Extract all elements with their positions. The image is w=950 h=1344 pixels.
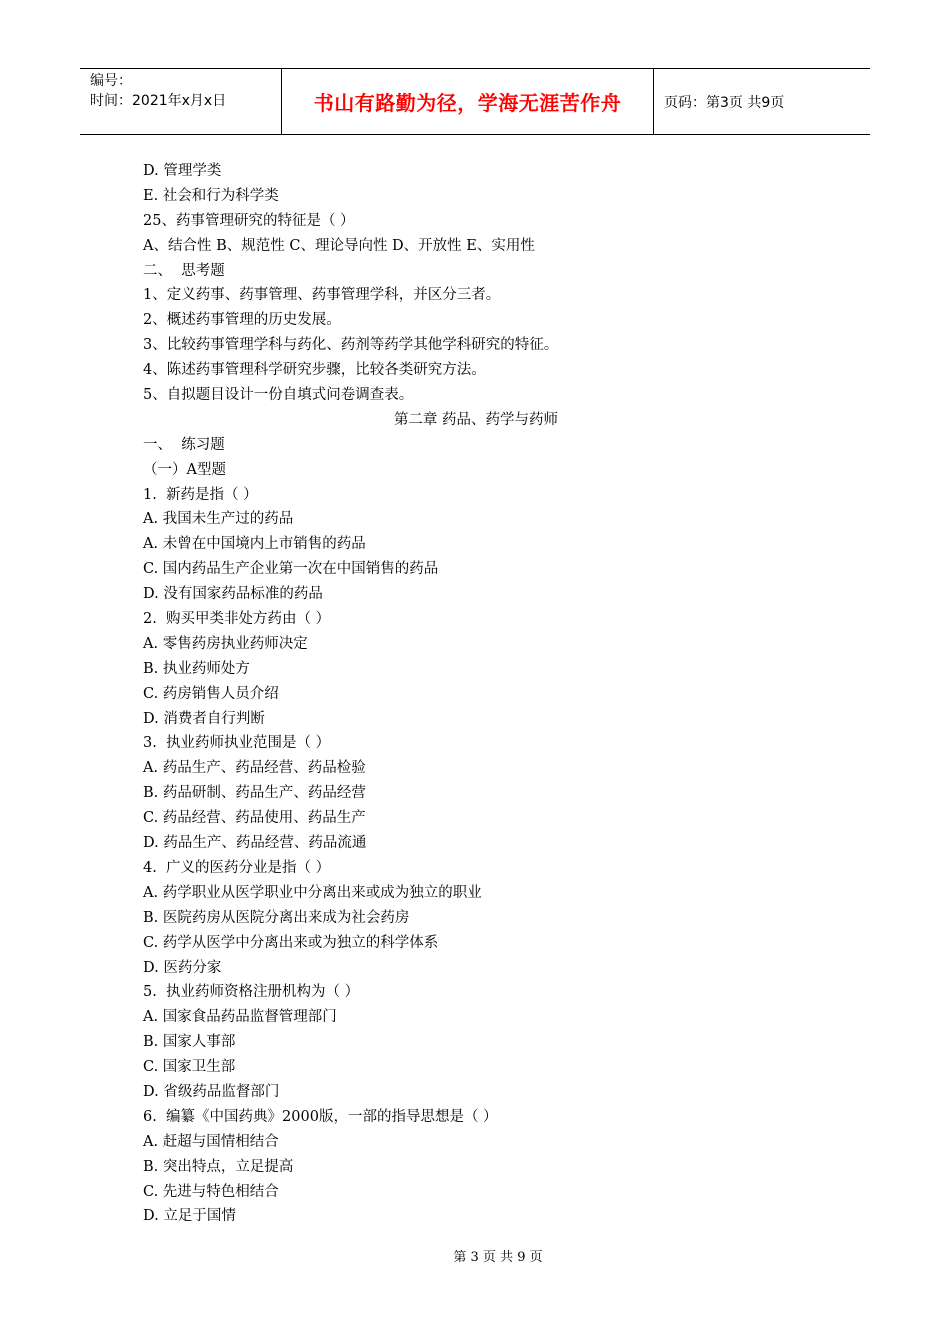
option: D. 没有国家药品标准的药品 [143, 586, 323, 603]
question: 3. 执业药师执业范围是（ ） [143, 735, 331, 752]
text-line: 25、药事管理研究的特征是（ ） [143, 212, 355, 229]
option: B. 药品研制、药品生产、药品经营 [143, 785, 366, 802]
header-number: 编号： [90, 73, 132, 89]
page-footer: 第 3 页 共 9 页 [453, 1250, 543, 1265]
option: A. 国家食品药品监督管理部门 [143, 1009, 337, 1026]
question: 4. 广义的医药分业是指（ ） [143, 859, 331, 876]
subsection-heading: （一）A型题 [143, 461, 226, 478]
header-meta [80, 69, 282, 134]
header-page-info: 页码：第3页 共9页 [664, 94, 785, 111]
option: A. 零售药房执业药师决定 [143, 635, 308, 652]
option: D. 消费者自行判断 [143, 710, 265, 727]
option: D. 药品生产、药品经营、药品流通 [143, 835, 367, 852]
option: A. 药学职业从医学职业中分离出来或成为独立的职业 [143, 884, 482, 901]
option: A. 我国未生产过的药品 [143, 511, 294, 528]
text-line: A、结合性 B、规范性 C、理论导向性 D、开放性 E、实用性 [143, 237, 535, 254]
text-line: 2、概述药事管理的历史发展。 [143, 312, 341, 329]
text-line: D. 管理学类 [143, 163, 222, 179]
option: D. 立足于国情 [143, 1208, 236, 1225]
section-heading: 一、 练习题 [143, 436, 225, 453]
option: A. 药品生产、药品经营、药品检验 [143, 760, 366, 777]
option: A. 未曾在中国境内上市销售的药品 [143, 536, 366, 553]
option: A. 赶超与国情相结合 [143, 1133, 279, 1150]
question: 2. 购买甲类非处方药由（ ） [143, 611, 331, 628]
document-body [143, 159, 843, 1229]
option: C. 药学从医学中分离出来或为独立的科学体系 [143, 934, 439, 951]
chapter-title: 第二章 药品、药学与药师 [393, 411, 559, 428]
text-line: 5、自拟题目设计一份自填式问卷调查表。 [143, 387, 414, 404]
option: C. 国家卫生部 [143, 1059, 236, 1076]
section-heading: 二、 思考题 [143, 262, 225, 279]
header-date: 时间：2021年x月x日 [90, 93, 227, 109]
question: 6. 编纂《中国药典》2000版，一部的指导思想是（ ） [143, 1108, 498, 1125]
header-motto: 书山有路勤为径，学海无涯苦作舟 [282, 69, 654, 134]
text-line: E. 社会和行为科学类 [143, 187, 279, 204]
option: D. 省级药品监督部门 [143, 1083, 280, 1100]
text-line: 3、比较药事管理学科与药化、药剂等药学其他学科研究的特征。 [143, 337, 559, 354]
question: 5. 执业药师资格注册机构为（ ） [143, 984, 360, 1001]
text-line: 4、陈述药事管理科学研究步骤，比较各类研究方法。 [143, 362, 486, 379]
question: 1. 新药是指（ ） [143, 486, 258, 503]
option: B. 医院药房从医院分离出来成为社会药房 [143, 909, 410, 926]
option: B. 突出特点，立足提高 [143, 1158, 294, 1175]
option: C. 国内药品生产企业第一次在中国销售的药品 [143, 561, 439, 578]
option: B. 执业药师处方 [143, 660, 250, 677]
option: C. 药品经营、药品使用、药品生产 [143, 810, 366, 827]
option: C. 先进与特色相结合 [143, 1183, 279, 1200]
text-line: 1、定义药事、药事管理、药事管理学科，并区分三者。 [143, 287, 501, 304]
option: B. 国家人事部 [143, 1034, 236, 1051]
page-header [80, 68, 870, 135]
option: C. 药房销售人员介绍 [143, 685, 279, 702]
option: D. 医药分家 [143, 959, 222, 976]
